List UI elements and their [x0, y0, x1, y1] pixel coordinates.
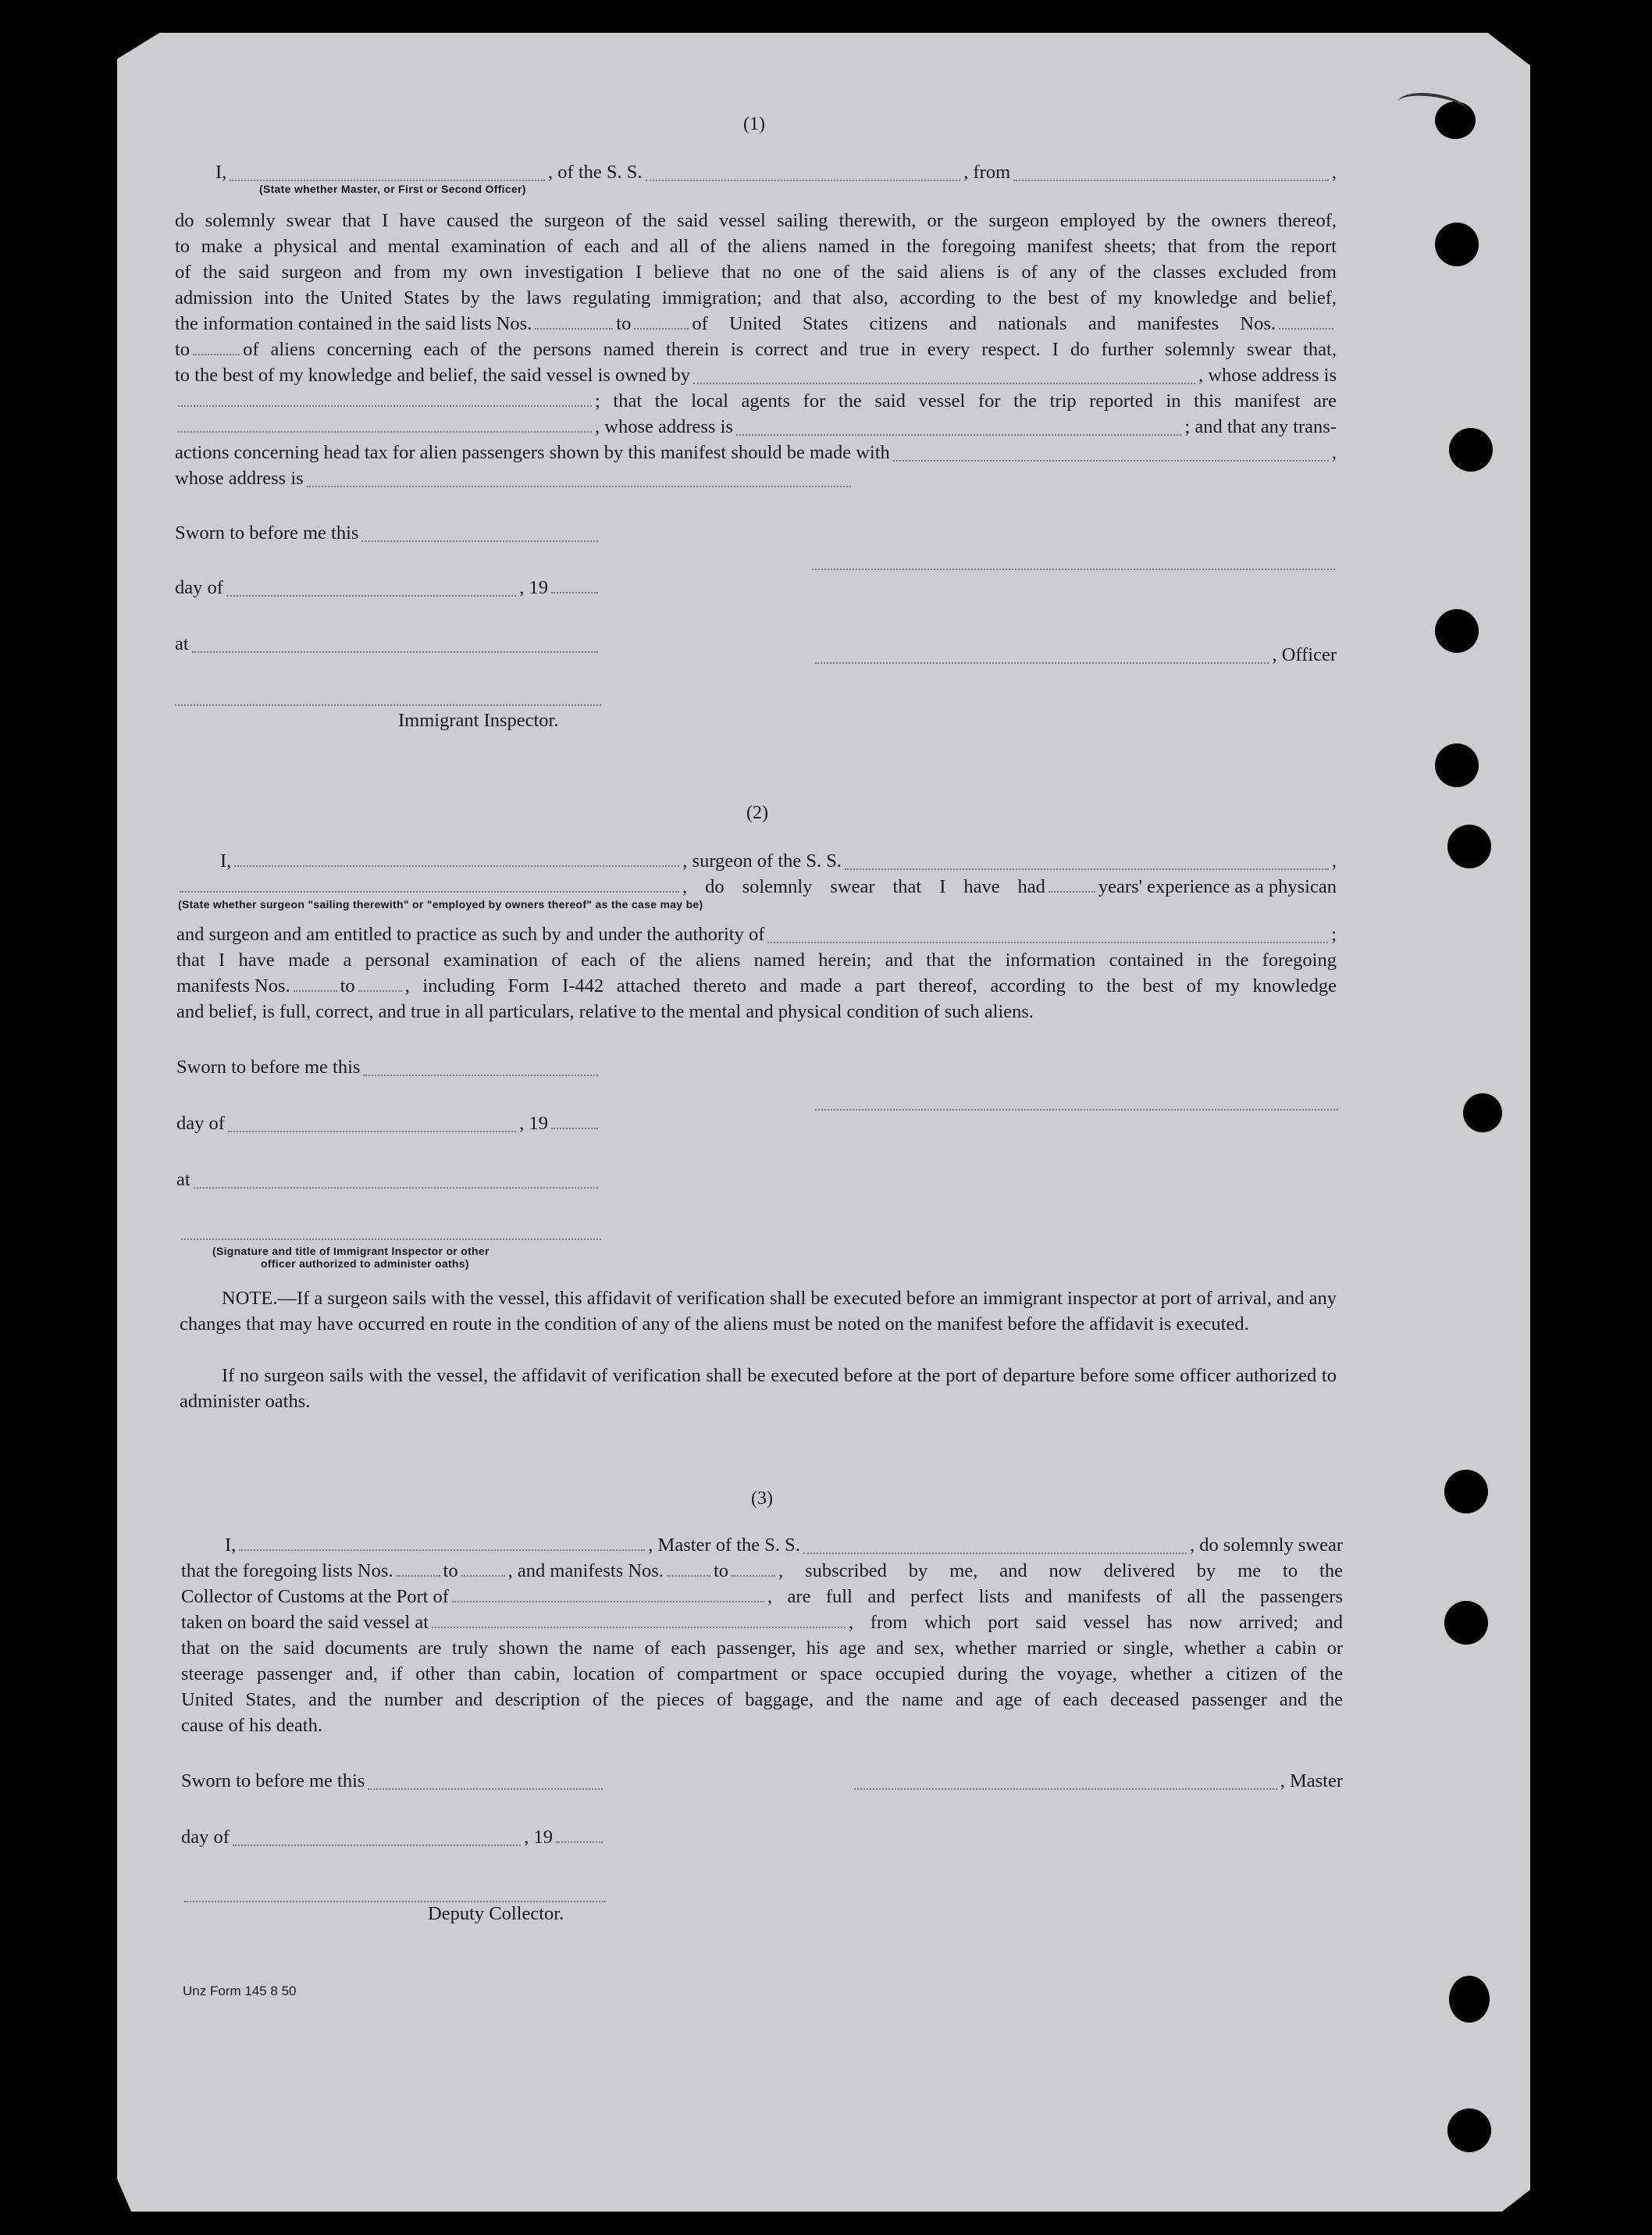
- immigrant-inspector-label: Immigrant Inspector.: [398, 710, 559, 731]
- manifest-nos-to-field[interactable]: [358, 975, 402, 992]
- section-3-master-line: , Master: [851, 1768, 1343, 1794]
- section-2-day-line: day of , 19: [176, 1110, 601, 1136]
- surgeon-status-hint: (State whether surgeon "sailing therewith" or "employed by owners thereof" as the case may be): [178, 898, 703, 911]
- section-2-inspector-signature-line[interactable]: [181, 1237, 601, 1240]
- punch-hole: [1447, 825, 1491, 868]
- surgeon-vessel-field[interactable]: [845, 853, 1329, 870]
- section-3-sworn-line: Sworn to before me this: [181, 1768, 606, 1794]
- section-3-line-3: Collector of Customs at the Port of , are full and perfect lists and manifests of all the passengers: [181, 1586, 1343, 1607]
- punch-hole: [1435, 743, 1479, 787]
- section-3-line-4: taken on board the said vessel at , from which port said vessel has now arrived; and: [181, 1612, 1343, 1633]
- owner-address-field[interactable]: [178, 390, 592, 407]
- punch-hole: [1463, 1093, 1502, 1132]
- head-tax-contact-field[interactable]: [893, 444, 1329, 462]
- section-2-line-3: and surgeon and am entitled to practice as such by and under the authority of ;: [176, 924, 1337, 945]
- section-1-whose-line: whose address is: [175, 465, 854, 491]
- authority-field[interactable]: [767, 926, 1328, 943]
- surgeon-status-field[interactable]: [180, 875, 679, 893]
- section-1-owner-line: to the best of my knowledge and belief, the said vessel is owned by , whose address is: [175, 365, 1337, 386]
- section-3-day-of-field[interactable]: [233, 1829, 521, 1846]
- section-3-paragraph: that on the said documents are truly shown the name of each passenger, his age and sex, whether married or single, whether a cabin or steerage passenger and, if other than cabin, location of compartment or space occupied during the voyage, whether a citizen of the United States, and the number and description of the pieces of baggage, and the name and age of each deceased passenger and the: [181, 1638, 1343, 1710]
- section-3-master-signature-field[interactable]: [854, 1773, 1277, 1790]
- section-2-line-6: and belief, is full, correct, and true in all particulars, relative to the mental and physical condition of such aliens.: [176, 1001, 1034, 1022]
- punch-hole: [1435, 609, 1479, 653]
- section-2-sworn-line: Sworn to before me this: [176, 1054, 601, 1080]
- section-1-sworn-line: Sworn to before me this: [175, 520, 601, 546]
- section-1-paragraph: do solemnly swear that I have caused the surgeon of the said vessel sailing therewith, or the surgeon employed by the owners thereof, to make a physical and mental examination of each and all of the aliens named in the foregoing manifest sheets; that from the report of the said surgeon and from my own investigation I believe that no one of the said aliens is of any of the classes excluded from admission into the United States by the laws regulating immigration; and that also, according to the best of my knowledge and belief,: [175, 210, 1337, 308]
- agent-address-field[interactable]: [736, 419, 1182, 436]
- owner-field[interactable]: [693, 367, 1195, 384]
- note-paragraph-2: If no surgeon sails with the vessel, the affidavit of verification shall be executed before at the port of departure before some officer authorized to administer oaths.: [180, 1365, 1337, 1412]
- punch-hole: [1447, 2108, 1491, 2152]
- section-2-line-5: manifests Nos. to , including Form I-442 attached thereto and made a part thereof, according to the best of my knowledge: [176, 975, 1337, 996]
- section-3-vessel-field[interactable]: [803, 1537, 1187, 1554]
- section-1-line-1: I, , of the S. S. , from ,: [215, 162, 1337, 183]
- section-1-heading: (1): [743, 114, 765, 134]
- manifest-nos-from-field[interactable]: [294, 975, 337, 992]
- manifest-to-field[interactable]: [193, 338, 240, 355]
- section-3-sworn-date-field[interactable]: [368, 1773, 603, 1790]
- departure-port-field[interactable]: [1013, 164, 1329, 181]
- citizen-list-from-field[interactable]: [535, 312, 613, 330]
- punch-hole: [1449, 1976, 1490, 2023]
- punch-hole: [1444, 1470, 1488, 1513]
- section-3-lists-to-field[interactable]: [461, 1560, 505, 1577]
- section-2-line-4: that I have made a personal examination of each of the aliens named herein; and that the information contained in the foregoing: [176, 950, 1337, 971]
- section-1-agents-line: ; that the local agents for the said vessel for the trip reported in this manifest are: [175, 388, 1337, 414]
- master-name-field[interactable]: [230, 164, 545, 181]
- master-signature-line[interactable]: [812, 567, 1335, 570]
- section-2-at-field[interactable]: [194, 1171, 598, 1189]
- section-2-signature-hint-2: officer authorized to administer oaths): [261, 1257, 469, 1270]
- section-3-last-line: cause of his death.: [181, 1715, 322, 1736]
- section-2-line-1: I, , surgeon of the S. S. ,: [220, 850, 1337, 872]
- section-3-manifests-from-field[interactable]: [667, 1560, 710, 1577]
- section-1-head-tax-line: actions concerning head tax for alien passengers shown by this manifest should be made with ,: [175, 442, 1337, 463]
- at-location-field[interactable]: [192, 636, 598, 653]
- section-3-manifests-to-field[interactable]: [732, 1560, 775, 1577]
- manifest-from-field[interactable]: [1279, 312, 1333, 330]
- section-3-day-line: day of , 19: [181, 1824, 606, 1850]
- officer-rank-hint: (State whether Master, or First or Second Officer): [259, 183, 526, 195]
- vessel-name-field[interactable]: [646, 164, 961, 181]
- surgeon-name-field[interactable]: [234, 850, 679, 867]
- citizen-list-to-field[interactable]: [634, 312, 689, 330]
- local-agents-field[interactable]: [178, 415, 592, 433]
- punch-hole: [1449, 428, 1493, 472]
- section-1-lists-line: the information contained in the said lists Nos. to of United States citizens and nationals and manifestes Nos.: [175, 311, 1337, 337]
- deputy-collector-label: Deputy Collector.: [428, 1903, 564, 1924]
- section-3-year-field[interactable]: [556, 1826, 603, 1843]
- section-2-heading: (2): [746, 803, 768, 823]
- note-paragraph-1: NOTE.—If a surgeon sails with the vessel, this affidavit of verification shall be executed before an immigrant inspector at port of arrival, and any changes that may have occurred en route in the condition of any of the aliens must be noted on the manifest before the affidavit is executed.: [180, 1288, 1337, 1335]
- day-of-field[interactable]: [226, 579, 516, 597]
- section-3-line-2: that the foregoing lists Nos. to , and manifests Nos. to , subscribed by me, and now delivered by me to the: [181, 1560, 1343, 1581]
- officer-signature-field[interactable]: [815, 647, 1269, 664]
- form-number: Unz Form 145 8 50: [183, 1984, 297, 1998]
- section-3-line-1: I, , Master of the S. S. , do solemnly swear: [225, 1535, 1343, 1556]
- sworn-date-field[interactable]: [361, 525, 598, 542]
- punch-hole: [1435, 223, 1479, 266]
- section-2-at-line: at: [176, 1167, 601, 1192]
- section-1-at-line: at: [175, 631, 601, 657]
- section-2-line-2: , do solemnly swear that I have had years' experience as a physican: [176, 874, 1337, 900]
- section-3-lists-from-field[interactable]: [397, 1560, 440, 1577]
- section-1-agent-address-line: , whose address is ; and that any trans-: [175, 414, 1337, 440]
- section-3-master-name-field[interactable]: [239, 1534, 645, 1551]
- section-1-day-line: day of , 19: [175, 575, 601, 601]
- punch-hole: [1444, 1601, 1488, 1645]
- section-1-to-line: to of aliens concerning each of the persons named therein is correct and true in every respect. I do further solemnly swear that,: [175, 339, 1337, 360]
- embarkation-port-field[interactable]: [432, 1611, 846, 1628]
- year-field[interactable]: [551, 576, 598, 594]
- section-3-heading: (3): [751, 1488, 773, 1509]
- section-2-year-field[interactable]: [551, 1112, 598, 1129]
- years-experience-field[interactable]: [1049, 875, 1095, 893]
- customs-port-field[interactable]: [452, 1585, 764, 1602]
- contact-address-field[interactable]: [307, 470, 851, 487]
- section-2-signature-hint-1: (Signature and title of Immigrant Inspector or other: [212, 1245, 490, 1257]
- section-2-day-of-field[interactable]: [228, 1115, 516, 1132]
- surgeon-signature-line[interactable]: [815, 1107, 1338, 1110]
- section-2-sworn-date-field[interactable]: [363, 1059, 598, 1076]
- inspector-signature-line[interactable]: [175, 703, 601, 706]
- section-1-officer-line: , Officer: [812, 642, 1337, 668]
